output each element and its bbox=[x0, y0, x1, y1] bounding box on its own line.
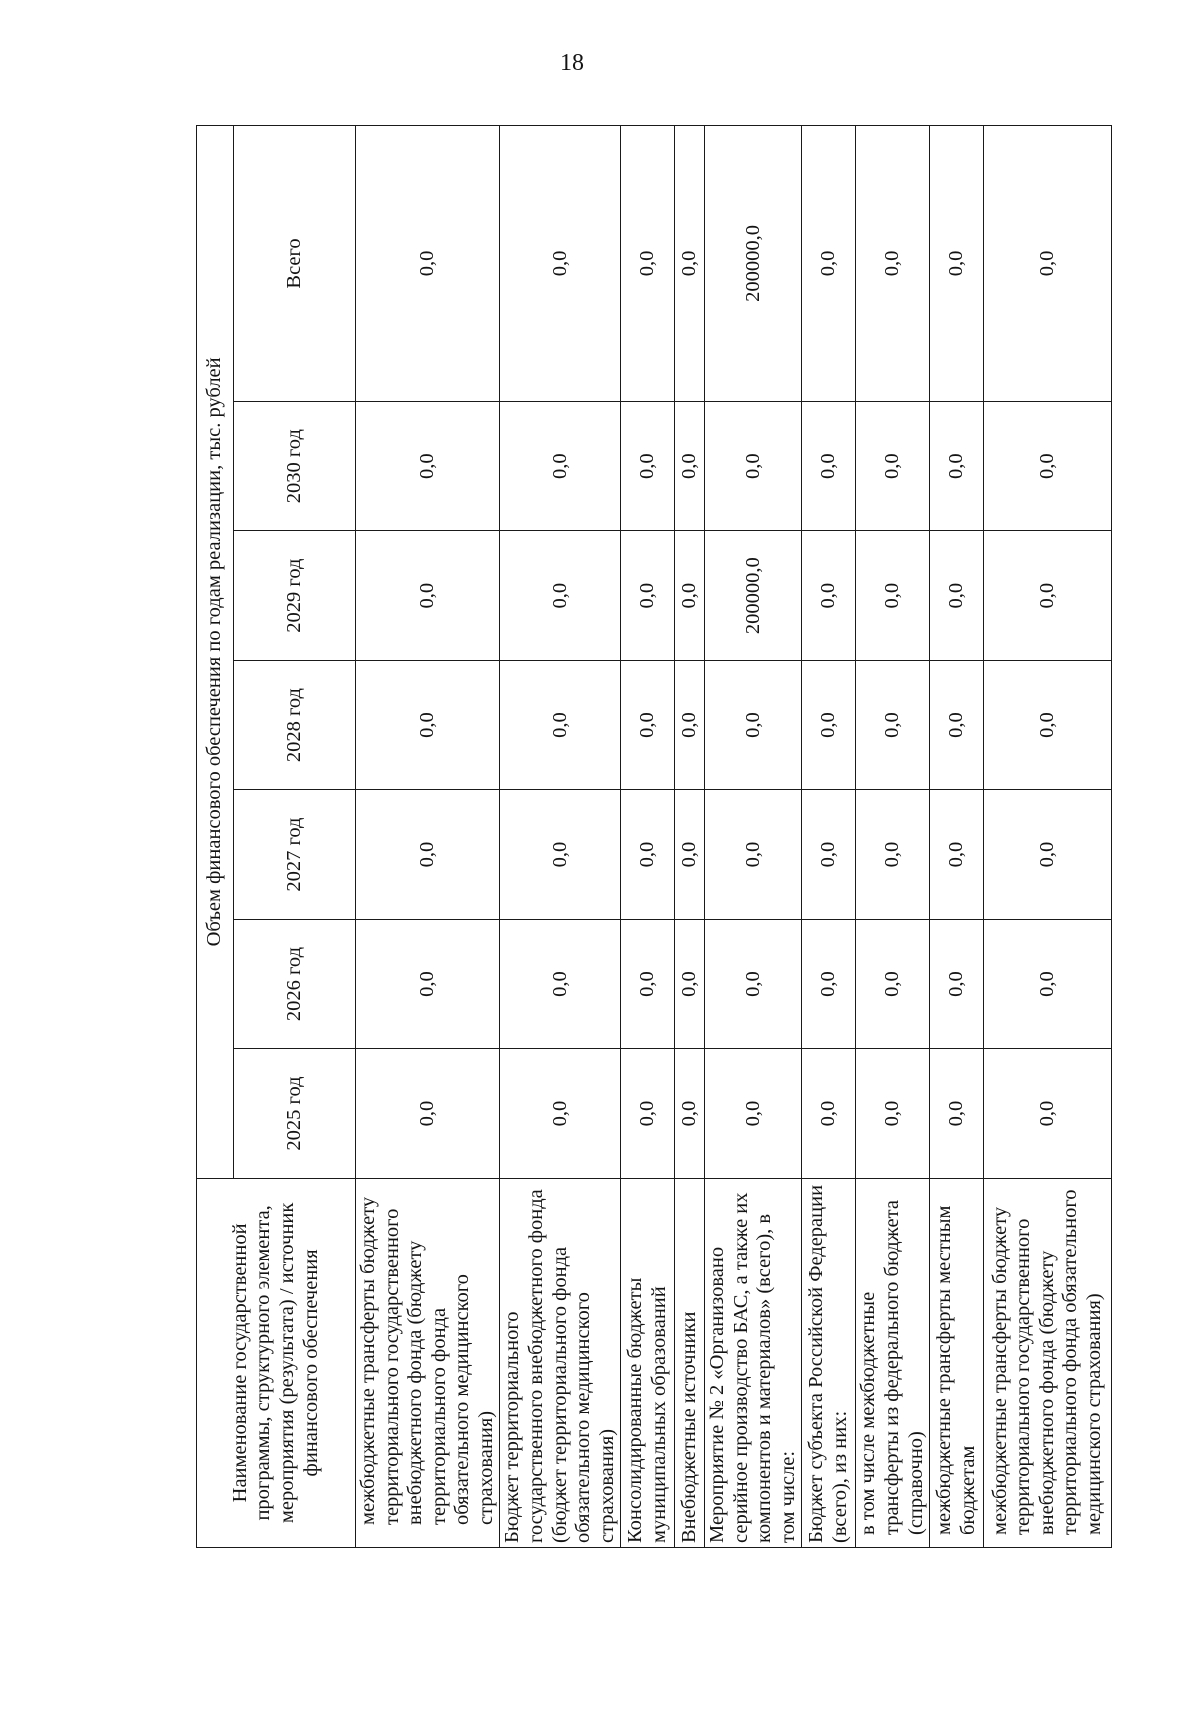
header-total: Всего bbox=[234, 126, 356, 402]
cell-value: 0,0 bbox=[621, 126, 675, 402]
cell-value: 0,0 bbox=[621, 401, 675, 530]
cell-value: 0,0 bbox=[675, 1049, 705, 1178]
cell-value: 0,0 bbox=[802, 531, 856, 660]
financing-table bbox=[196, 125, 1112, 1548]
cell-value: 0,0 bbox=[802, 660, 856, 789]
cell-value: 0,0 bbox=[675, 401, 705, 530]
cell-value: 0,0 bbox=[984, 790, 1112, 919]
table-row bbox=[675, 126, 705, 1548]
cell-value: 0,0 bbox=[984, 401, 1112, 530]
cell-value: 0,0 bbox=[930, 401, 984, 530]
cell-value: 0,0 bbox=[675, 790, 705, 919]
cell-value: 0,0 bbox=[705, 919, 802, 1048]
header-year-2025: 2025 год bbox=[234, 1049, 356, 1178]
cell-value: 0,0 bbox=[500, 660, 621, 789]
table-row bbox=[856, 126, 930, 1548]
rotated-table-container bbox=[196, 125, 1105, 1548]
cell-value: 0,0 bbox=[500, 1049, 621, 1178]
cell-value: 0,0 bbox=[802, 401, 856, 530]
cell-value: 0,0 bbox=[856, 1049, 930, 1178]
header-year-2029: 2029 год bbox=[234, 531, 356, 660]
page-number: 18 bbox=[560, 50, 584, 76]
table-row bbox=[356, 126, 500, 1548]
cell-value: 0,0 bbox=[802, 790, 856, 919]
cell-value: 0,0 bbox=[984, 126, 1112, 402]
cell-value: 0,0 bbox=[802, 1049, 856, 1178]
cell-value: 0,0 bbox=[621, 1049, 675, 1178]
cell-value: 0,0 bbox=[930, 790, 984, 919]
cell-value: 0,0 bbox=[500, 531, 621, 660]
cell-value: 0,0 bbox=[500, 126, 621, 402]
cell-value: 0,0 bbox=[675, 126, 705, 402]
header-funding-group: Объем финансового обеспечения по годам реализации, тыс. рублей bbox=[197, 126, 234, 1179]
cell-value: 0,0 bbox=[705, 790, 802, 919]
table-row bbox=[802, 126, 856, 1548]
cell-value: 0,0 bbox=[984, 531, 1112, 660]
cell-value: 0,0 bbox=[675, 919, 705, 1048]
cell-value: 0,0 bbox=[984, 660, 1112, 789]
cell-value: 0,0 bbox=[675, 531, 705, 660]
cell-value: 0,0 bbox=[356, 531, 500, 660]
cell-value: 0,0 bbox=[802, 919, 856, 1048]
row-name: Мероприятие № 2 «Организовано серийное производство БАС, а также их компонентов и материалов» (всего), в том числе: bbox=[705, 1178, 802, 1547]
cell-value: 0,0 bbox=[500, 919, 621, 1048]
row-name: межбюджетные трансферты местным бюджетам bbox=[930, 1178, 984, 1547]
cell-value: 0,0 bbox=[356, 401, 500, 530]
header-year-2028: 2028 год bbox=[234, 660, 356, 789]
cell-value: 0,0 bbox=[856, 660, 930, 789]
cell-value: 0,0 bbox=[705, 660, 802, 789]
cell-value: 0,0 bbox=[500, 401, 621, 530]
cell-value: 0,0 bbox=[856, 531, 930, 660]
row-name: в том числе межбюджетные трансферты из федерального бюджета (справочно) bbox=[856, 1178, 930, 1547]
table-row bbox=[705, 126, 802, 1548]
cell-value: 0,0 bbox=[856, 401, 930, 530]
table-row bbox=[621, 126, 675, 1548]
cell-value: 0,0 bbox=[621, 531, 675, 660]
cell-value: 0,0 bbox=[856, 790, 930, 919]
header-name-column: Наименование государственной программы, структурного элемента, мероприятия (результата) / источник финансового обеспечения bbox=[197, 1178, 356, 1547]
header-year-2030: 2030 год bbox=[234, 401, 356, 530]
cell-value: 0,0 bbox=[802, 126, 856, 402]
cell-value: 0,0 bbox=[984, 919, 1112, 1048]
cell-value: 0,0 bbox=[356, 660, 500, 789]
row-name: Бюджет территориального государственного внебюджетного фонда (бюджет территориального фонда обязательного медицинского страхования) bbox=[500, 1178, 621, 1547]
cell-value: 0,0 bbox=[930, 919, 984, 1048]
cell-value: 0,0 bbox=[621, 660, 675, 789]
cell-value: 0,0 bbox=[856, 126, 930, 402]
header-row-group bbox=[197, 126, 234, 1548]
row-name: межбюджетные трансферты бюджету территориального государственного внебюджетного фонда (бюджету территориального фонда обязательного медицинского страхования) bbox=[984, 1178, 1112, 1547]
cell-value: 0,0 bbox=[500, 790, 621, 919]
cell-value: 200000,0 bbox=[705, 126, 802, 402]
table-row bbox=[500, 126, 621, 1548]
cell-value: 0,0 bbox=[621, 919, 675, 1048]
cell-value: 0,0 bbox=[356, 919, 500, 1048]
cell-value: 0,0 bbox=[675, 660, 705, 789]
cell-value: 0,0 bbox=[930, 126, 984, 402]
header-year-2027: 2027 год bbox=[234, 790, 356, 919]
table-row bbox=[930, 126, 984, 1548]
cell-value: 0,0 bbox=[705, 1049, 802, 1178]
cell-value: 0,0 bbox=[930, 531, 984, 660]
cell-value: 0,0 bbox=[984, 1049, 1112, 1178]
cell-value: 0,0 bbox=[930, 660, 984, 789]
cell-value: 0,0 bbox=[930, 1049, 984, 1178]
table-row bbox=[984, 126, 1112, 1548]
cell-value: 0,0 bbox=[356, 126, 500, 402]
cell-value: 0,0 bbox=[356, 1049, 500, 1178]
cell-value: 0,0 bbox=[705, 401, 802, 530]
header-year-2026: 2026 год bbox=[234, 919, 356, 1048]
row-name: Консолидированные бюджеты муниципальных образований bbox=[621, 1178, 675, 1547]
row-name: межбюджетные трансферты бюджету территориального государственного внебюджетного фонда (бюджету территориального фонда обязательного медицинского страхования) bbox=[356, 1178, 500, 1547]
cell-value: 0,0 bbox=[356, 790, 500, 919]
cell-value: 0,0 bbox=[621, 790, 675, 919]
cell-value: 200000,0 bbox=[705, 531, 802, 660]
cell-value: 0,0 bbox=[856, 919, 930, 1048]
row-name: Бюджет субъекта Российской Федерации (всего), из них: bbox=[802, 1178, 856, 1547]
row-name: Внебюджетные источники bbox=[675, 1178, 705, 1547]
